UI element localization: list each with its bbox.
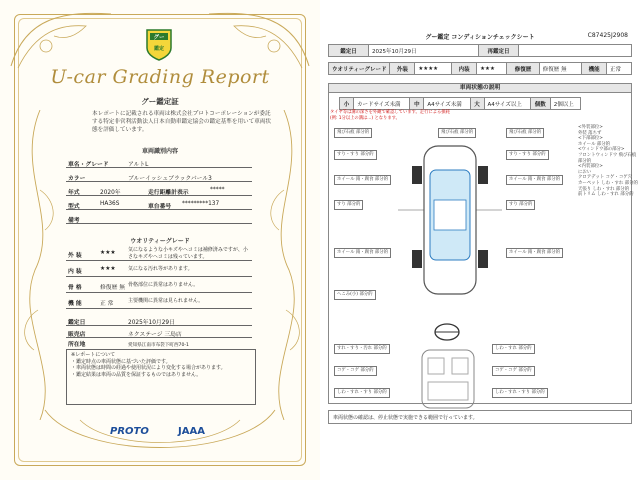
grade-label: 骨 格: [68, 285, 82, 291]
label-interior-right-3: しわ・すれ・すり 部分的: [492, 388, 548, 398]
legend-line: におい: [578, 169, 592, 175]
exterior-stars: ★★★★: [415, 63, 452, 75]
ornament-right-side-icon: [254, 110, 314, 420]
car-interior-view-icon: [418, 348, 478, 410]
grade-desc: 骨格部位に異常はありません。: [128, 282, 199, 288]
inspection-date-row: [66, 314, 252, 326]
note-line: ・鑑定時点の車両状態に基づいた評価です。: [71, 358, 171, 365]
address-row: [66, 336, 252, 348]
legend-line: <ウィンドウ部の部分>: [578, 147, 625, 153]
svg-text:鑑定: 鑑定: [153, 46, 165, 52]
remarks-label: 備考: [68, 218, 80, 224]
certificate-subtitle: グー鑑定証: [141, 97, 179, 106]
label-interior-left-3: しわ・すれ・すり 部分的: [334, 388, 390, 398]
grade-stars: 正 常: [100, 301, 114, 307]
legend-line: 前トリム しわ・すれ 部分的: [578, 192, 634, 198]
legend-line: <外装部位>: [578, 125, 603, 130]
grade-label: 機 能: [68, 301, 82, 307]
grade-stars: ★★★: [100, 266, 116, 272]
repair-value: 修復歴 無: [539, 63, 581, 75]
label-fender-right: ホイール 錆・腐食 部分的: [506, 175, 563, 185]
grade-label: 外 装: [68, 253, 82, 259]
function-label: 機能: [582, 63, 607, 75]
ornament-left-side-icon: [10, 110, 70, 420]
grade-exterior: [66, 246, 252, 261]
grade-frame: [66, 278, 252, 293]
year-value: 2020年: [100, 190, 121, 196]
label-door-right: すり・すり 部分的: [506, 150, 549, 160]
quality-table: [328, 62, 632, 75]
grade-desc: 気になるような小キズやヘコミは補修済みですが、小さなキズやヘコミは残っています。: [128, 247, 248, 260]
scale-value: 2個以上: [550, 98, 580, 110]
label-interior-left-1: すれ・すり・汚れ 部分的: [334, 344, 390, 354]
label-rear-left: へこみ(小) 部分的: [334, 290, 376, 300]
label-wheel-left: ホイール 錆・腐食 部分的: [334, 248, 391, 258]
model-value: HA36S: [100, 201, 120, 207]
legend-line: <内装部位>: [578, 164, 603, 170]
certificate-notes: [66, 349, 256, 405]
address-value: 愛知県江南市布袋下町西70-1: [128, 343, 189, 348]
vehicle-row-year: [66, 184, 252, 196]
condition-check-sheet: [320, 0, 640, 480]
scale-label: 個数: [530, 98, 550, 110]
chassis-value: *********137: [182, 201, 220, 207]
label-front-left: 飛び石痕 部分的: [334, 128, 372, 138]
grade-desc: 主要機関に異常は見られません。: [128, 298, 204, 304]
grade-stars: 修復歴 無: [100, 285, 126, 291]
label-door-left: すり・すり 部分的: [334, 150, 377, 160]
vehicle-row-name: [66, 156, 252, 168]
date-table: [328, 44, 632, 57]
model-label: 型式: [68, 204, 80, 210]
label-interior-right-2: コゲ・コゲ 部分的: [492, 366, 535, 376]
scale-label: 小: [340, 98, 354, 110]
shop-label: 販売店: [68, 332, 86, 338]
legend-line: クロアデット コゲ・コゲ穴: [578, 175, 632, 181]
legend-line: 外装 落ちず: [578, 130, 602, 136]
inspection-date-label: 鑑定日: [68, 320, 86, 326]
label-step-right: すり 部分的: [506, 200, 535, 210]
condition-legend: [578, 125, 640, 198]
shop-value: ネクステージ 三島店: [128, 332, 182, 338]
reinspection-date-value: [519, 45, 632, 57]
label-fender-left: ホイール 錆・腐食 部分的: [334, 175, 391, 185]
sheet-title: グー鑑定 コンディションチェックシート: [425, 34, 535, 41]
grade-interior: [66, 262, 252, 277]
mileage-label: 走行距離計表示: [148, 190, 189, 196]
size-scale-table: [339, 97, 581, 110]
tire-note: [330, 110, 450, 121]
mileage-value: *****: [210, 187, 225, 193]
exterior-label: 外装: [390, 63, 415, 75]
vehicle-label: 車名・グレード: [68, 162, 109, 168]
grade-function: [66, 294, 252, 309]
label-wheel-right: ホイール 錆・腐食 部分的: [506, 248, 563, 258]
legend-line: <下部部位>: [578, 136, 603, 142]
note-line: ※レポートについて: [71, 352, 116, 358]
interior-label: 内装: [452, 63, 477, 75]
scale-value: A4サイズ未満: [424, 98, 470, 110]
steering-wheel-icon: [432, 322, 462, 342]
inspection-date-value: 2025年10月29日: [369, 45, 479, 57]
legend-line: ホイール 部分的: [578, 141, 611, 147]
legend-line: 天張り しわ・すれ 部分的: [578, 186, 630, 192]
label-step-left: すり 部分的: [334, 200, 363, 210]
quality-label: ウオリティーグレード: [329, 63, 390, 75]
sheet-id: C87425J2908: [587, 32, 628, 39]
scale-label: 大: [470, 98, 484, 110]
repair-label: 修復歴: [507, 63, 539, 75]
body-condition-title: 車両状態の説明: [328, 83, 632, 93]
grade-stars: ★★★: [100, 250, 116, 256]
chassis-label: 車台番号: [148, 204, 172, 210]
grade-desc: 気になる汚れ等があります。: [128, 266, 193, 272]
reinspection-date-label: 再鑑定日: [479, 45, 519, 57]
note-line: ・車両状態は時間の経過や使用状況により変化する場合があります。: [71, 365, 226, 372]
car-top-view-icon: [390, 140, 510, 300]
goo-kantei-logo: [145, 28, 173, 62]
proto-logo: PROTO: [110, 426, 149, 437]
jaaa-logo: JAAA: [178, 426, 205, 437]
scale-value: カードサイズ未満: [353, 98, 409, 110]
label-front: 飛び石痕 部分的: [438, 128, 476, 138]
tire-note-line: (例: 1分以上の溝は...) となります。: [330, 115, 400, 121]
label-front-right: 飛び石痕 部分的: [506, 128, 544, 138]
inspection-note: 車両状態の確認は、停止状態で実施できる範囲で行っています。: [328, 410, 632, 424]
legend-line: フロントウィンドウ 飛び石痕 部分的: [578, 152, 637, 164]
inspection-date-label: 鑑定日: [329, 45, 369, 57]
ornament-bottom-icon: [40, 400, 280, 470]
year-label: 年式: [68, 190, 80, 196]
grade-label: 内 装: [68, 269, 82, 275]
report-title: U-car Grading Report: [50, 66, 270, 88]
vehicle-row-notes: [66, 212, 252, 224]
scale-label: 中: [410, 98, 424, 110]
vehicle-row-color: [66, 170, 252, 182]
function-value: 正常: [607, 63, 632, 75]
color-value: ブルーイッシュブラックパール3: [128, 176, 212, 182]
color-label: カラー: [68, 176, 86, 182]
label-interior-left-2: コゲ・コゲ 部分的: [334, 366, 377, 376]
vehicle-row-model: [66, 198, 252, 210]
vehicle-value: アルトL: [128, 162, 149, 168]
vehicle-section-title: 車両識別内容: [141, 148, 178, 155]
label-interior-right-1: しわ・すれ 部分的: [492, 344, 535, 354]
legend-line: カーペット しわ・すれ 部分的: [578, 180, 638, 186]
note-line: ・鑑定結果は車両の品質を保証するものではありません。: [71, 371, 202, 378]
interior-stars: ★★★: [477, 63, 507, 75]
tire-note-line: タイヤ等は溝の深さを外観で確認しています。走行による損耗: [330, 110, 450, 115]
address-label: 所在地: [68, 342, 86, 348]
scale-value: A4サイズ以上: [484, 98, 530, 110]
svg-text:グー: グー: [153, 35, 165, 41]
certificate-intro: 本レポートに記載される車両は株式会社プロトコーポレーションが委託する特定非営利活動法人日本自動車鑑定協会の鑑定基準を用いて車両状態を評価しています。: [92, 111, 272, 133]
grade-section-title: ウオリティーグレード: [130, 238, 190, 245]
inspection-date-value: 2025年10月29日: [128, 320, 175, 326]
